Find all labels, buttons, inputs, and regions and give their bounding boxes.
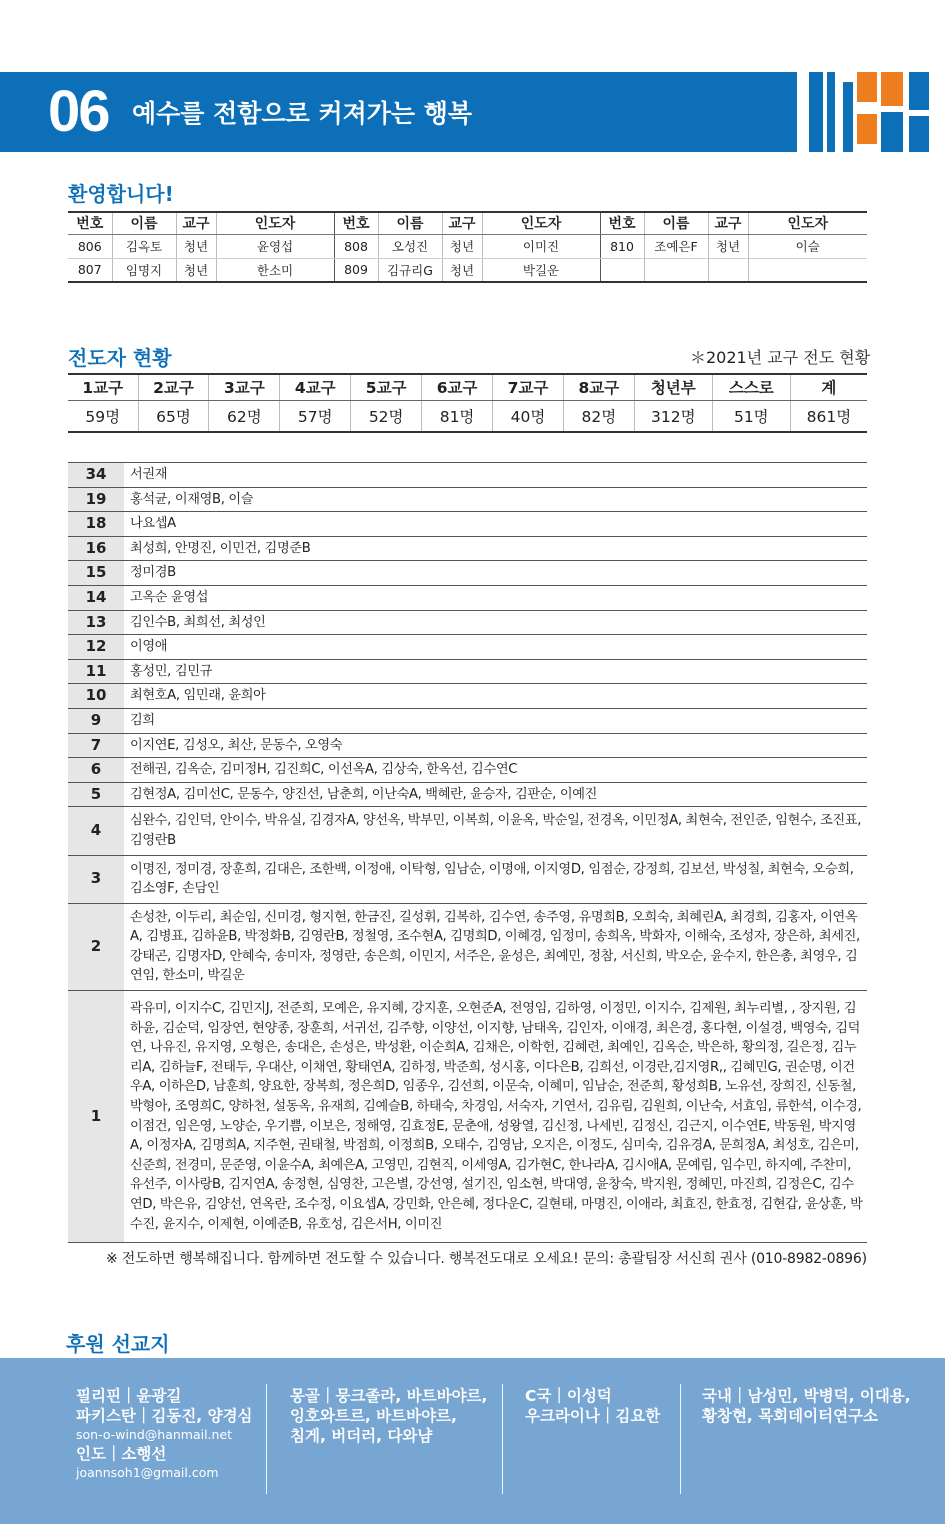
table-row <box>68 903 867 990</box>
names-cell: 홍석균, 이재영B, 이슬 <box>124 487 867 512</box>
count-cell: 1 <box>68 991 124 1243</box>
mission-line: 침게, 버더러, 다와냠 <box>290 1427 433 1445</box>
stats-value-cell: 57명 <box>280 400 351 432</box>
stats-value-cell: 62명 <box>209 400 280 432</box>
table-cell: 810 <box>600 234 644 258</box>
count-cell: 6 <box>68 758 124 783</box>
table-cell: 807 <box>68 258 112 282</box>
mission-line: 국내｜남성민, 박병덕, 이대용, <box>702 1387 911 1405</box>
count-cell: 2 <box>68 903 124 990</box>
mission-column-2 <box>290 1386 487 1446</box>
mission-email[interactable]: son-o-wind@hanmail.net <box>76 1427 233 1442</box>
footer-note: ※ 전도하면 행복해집니다. 함께하면 전도할 수 있습니다. 행복전도대로 오세요! 문의: 총괄팀장 서신희 권사 (010-8982-0896) <box>106 1251 867 1267</box>
missions-panel <box>0 1358 945 1524</box>
table-cell: 청년 <box>442 234 482 258</box>
table-row <box>68 561 867 586</box>
table-cell: 김옥토 <box>112 234 176 258</box>
mission-line: 파키스탄｜김동진, 양경심 <box>76 1407 253 1425</box>
mission-column-4 <box>702 1386 911 1426</box>
table-cell: 청년 <box>176 258 216 282</box>
missions-title: 후원 선교지 <box>66 1332 170 1356</box>
count-cell: 13 <box>68 610 124 635</box>
table-cell <box>748 258 867 282</box>
mission-column-3 <box>525 1386 660 1426</box>
mission-line: 황창현, 목회데이터연구소 <box>702 1407 878 1425</box>
stats-header-cell: 계 <box>790 374 867 400</box>
stats-header-cell: 5교구 <box>351 374 422 400</box>
names-cell: 고옥순 윤영섭 <box>124 585 867 610</box>
stats-value-cell: 81명 <box>422 400 493 432</box>
table-row <box>68 659 867 684</box>
table-cell: 이슬 <box>748 234 867 258</box>
table-cell: 조예은F <box>644 234 708 258</box>
header-cell: 번호 <box>334 212 378 234</box>
names-cell: 곽유미, 이지수C, 김민지J, 전준희, 모예은, 유지혜, 강지훈, 오현준A, 전영임, 김하영, 이정민, 이지수, 김제원, 최누리별, , 장지원, 김하윤, 김순덕, 임장연, 현양종, 장훈희, 서귀선, 김주향, 이양선, 이지향, 남태옥, 김인자, 이애경, 최은경, 홍다현, 이설경, 백영숙, 김덕연, 나유진, 유지영, 오형은, 송대은, 손성은, 박성환, 이순희A, 김채은, 이학헌, 김혜련, 최예인, 김옥순, 박은하, 황의정, 길은정, 김누리A, 김하늘F, 전태두, 우대산, 이채연, 황태연A, 김하정, 박준희, 성시홍, 이다은B, 김희선, 이경란,김지영R,, 김혜민G, 권순명, 이건우A, 이하은D, 남훈희, 양요한, 장복희, 정은희D, 임종우, 김선희, 이문숙, 이혜미, 임남순, 전준희, 황성희B, 노유선, 장희진, 신동철, 박형아, 조영희C, 양하천, 설동옥, 유재희, 김예슬B, 하태숙, 차경임, 서숙자, 기연서, 김유림, 김원희, 이난숙, 서효임, 류한석, 이수경, 이점건, 임은영, 노양순, 우기쁨, 이보은, 정해영, 김효정E, 문춘애, 성왕열, 김신정, 나세빈, 김정신, 김근지, 이수연E, 박동원, 박지영A, 이정자A, 김명희A, 지주현, 권태철, 박점희, 이정희B, 오태수, 김영남, 오지은, 이정도, 심미숙, 김유경A, 문희정A, 최성호, 김은미, 신준희, 전경미, 문준영, 이윤수A, 최예은A, 고영민, 김현직, 이세영A, 김가현C, 한나라A, 김시애A, 문예림, 임수민, 하지예, 주찬미, 유선주, 이사랑B, 김지연A, 송정현, 심영찬, 고은별, 강선영, 설기진, 임소현, 박대영, 윤창숙, 박지원, 정혜민, 마진희, 김정은C, 김수연D, 박은유, 김양선, 연옥란, 조수정, 이요셉A, 강민화, 안은혜, 정다운C, 길현태, 마명진, 이애라, 최효진, 한효정, 김현갑, 윤상훈, 박수진, 윤지수, 이제현, 이예준B, 유호성, 김은서H, 이미진 <box>124 991 867 1243</box>
table-cell: 임명지 <box>112 258 176 282</box>
table-row <box>68 807 867 855</box>
page-title: 예수를 전함으로 커져가는 행복 <box>132 99 473 128</box>
names-cell: 나요셉A <box>124 512 867 537</box>
mission-line: 인도｜소행선 <box>76 1445 167 1463</box>
names-cell: 이명진, 정미경, 장훈희, 김대은, 조한백, 이정애, 이탁형, 임남순, 이명애, 이지영D, 임점순, 강정희, 김보선, 박성칠, 최현숙, 오승희, 김소영F, 손담인 <box>124 855 867 903</box>
table-row <box>68 782 867 807</box>
count-cell: 16 <box>68 536 124 561</box>
stats-title: 전도자 현황 <box>68 346 172 370</box>
table-row <box>68 536 867 561</box>
evangelist-count-table <box>68 462 867 1243</box>
stats-value-cell: 312명 <box>634 400 712 432</box>
column-divider <box>680 1384 681 1494</box>
names-cell: 서권재 <box>124 463 867 488</box>
count-cell: 11 <box>68 659 124 684</box>
count-cell: 3 <box>68 855 124 903</box>
names-cell: 김희 <box>124 708 867 733</box>
table-row <box>68 258 867 282</box>
table-cell: 809 <box>334 258 378 282</box>
stats-value-cell: 65명 <box>138 400 209 432</box>
count-cell: 18 <box>68 512 124 537</box>
table-cell: 청년 <box>708 234 748 258</box>
stats-value-cell: 82명 <box>563 400 634 432</box>
table-row <box>68 733 867 758</box>
names-cell: 심완수, 김인덕, 안이수, 박유실, 김경자A, 양선옥, 박부민, 이복희, 이윤옥, 박순일, 전경옥, 이민정A, 최현숙, 전인준, 임현수, 조진표, 김영란B <box>124 807 867 855</box>
stats-value-cell: 51명 <box>712 400 790 432</box>
table-cell <box>600 258 644 282</box>
table-row <box>68 487 867 512</box>
stats-header-cell: 청년부 <box>634 374 712 400</box>
header-cell: 인도자 <box>748 212 867 234</box>
table-cell: 윤영섭 <box>216 234 334 258</box>
names-cell: 손성찬, 이두리, 최순임, 신미경, 형지현, 한금진, 길성휘, 김복하, 김수연, 송주영, 유명희B, 오희숙, 최혜린A, 최경희, 김홍자, 이연옥A, 김병표, 김하윤B, 박정화B, 김영란B, 정철영, 조수현A, 김명희D, 이혜경, 임정미, 송희옥, 박화자, 이해숙, 조성자, 장은하, 최세진, 강태곤, 김명자D, 안혜숙, 송미자, 정영란, 송은희, 이민지, 서주은, 윤성은, 최예민, 정참, 서신희, 박오순, 윤수지, 한은총, 최영우, 김연임, 한소미, 박길운 <box>124 903 867 990</box>
table-cell: 청년 <box>176 234 216 258</box>
header-cell: 교구 <box>708 212 748 234</box>
table-cell: 808 <box>334 234 378 258</box>
table-row <box>68 684 867 709</box>
welcome-header-row <box>68 212 867 234</box>
stats-header-cell: 7교구 <box>493 374 564 400</box>
table-cell: 이미진 <box>482 234 600 258</box>
logo-icon <box>797 72 945 152</box>
count-cell: 15 <box>68 561 124 586</box>
count-cell: 14 <box>68 585 124 610</box>
count-cell: 9 <box>68 708 124 733</box>
count-cell: 19 <box>68 487 124 512</box>
table-row <box>68 610 867 635</box>
header-cell: 번호 <box>68 212 112 234</box>
names-cell: 김현정A, 김미선C, 문동수, 양진선, 남춘희, 이난숙A, 백혜란, 윤승자, 김판순, 이예진 <box>124 782 867 807</box>
header-cell: 인도자 <box>482 212 600 234</box>
count-cell: 12 <box>68 635 124 660</box>
names-cell: 이영애 <box>124 635 867 660</box>
mission-line: 우크라이나｜김요한 <box>525 1407 661 1425</box>
welcome-title: 환영합니다! <box>68 182 174 206</box>
mission-column-1 <box>76 1386 253 1482</box>
stats-value-cell: 52명 <box>351 400 422 432</box>
mission-line: 잉호와트르, 바트바야르, <box>290 1407 457 1425</box>
stats-header-cell: 4교구 <box>280 374 351 400</box>
table-row <box>68 855 867 903</box>
table-cell: 오성진 <box>378 234 442 258</box>
table-row <box>68 708 867 733</box>
header-cell: 인도자 <box>216 212 334 234</box>
table-row <box>68 512 867 537</box>
mission-email[interactable]: joannsoh1@gmail.com <box>76 1465 219 1480</box>
count-cell: 4 <box>68 807 124 855</box>
count-cell: 5 <box>68 782 124 807</box>
header-cell: 이름 <box>644 212 708 234</box>
names-cell: 홍성민, 김민규 <box>124 659 867 684</box>
stats-table <box>68 373 867 433</box>
column-divider <box>502 1384 503 1494</box>
header-cell: 교구 <box>442 212 482 234</box>
header-cell: 번호 <box>600 212 644 234</box>
stats-header-cell: 3교구 <box>209 374 280 400</box>
stats-value-row <box>68 400 867 432</box>
names-cell: 이지연E, 김성오, 최산, 문동수, 오영숙 <box>124 733 867 758</box>
header-cell: 이름 <box>112 212 176 234</box>
welcome-table <box>68 211 867 283</box>
names-cell: 김인수B, 최희선, 최성인 <box>124 610 867 635</box>
table-row <box>68 585 867 610</box>
mission-line: 몽골｜뭉크졸라, 바트바야르, <box>290 1387 488 1405</box>
table-cell: 청년 <box>442 258 482 282</box>
names-cell: 정미경B <box>124 561 867 586</box>
mission-line: C국｜이성덕 <box>525 1387 612 1405</box>
table-row <box>68 991 867 1243</box>
table-cell <box>644 258 708 282</box>
stats-header-cell: 6교구 <box>422 374 493 400</box>
stats-value-cell: 59명 <box>68 400 138 432</box>
names-cell: 최현호A, 임민래, 윤희아 <box>124 684 867 709</box>
stats-value-cell: 861명 <box>790 400 867 432</box>
stats-header-cell: 스스로 <box>712 374 790 400</box>
header-cell: 이름 <box>378 212 442 234</box>
table-cell: 박길운 <box>482 258 600 282</box>
table-cell <box>708 258 748 282</box>
count-cell: 10 <box>68 684 124 709</box>
stats-header-row <box>68 374 867 400</box>
table-cell: 김규리G <box>378 258 442 282</box>
table-row <box>68 234 867 258</box>
stats-header-cell: 1교구 <box>68 374 138 400</box>
names-cell: 최성희, 안명진, 이민건, 김명준B <box>124 536 867 561</box>
mission-line: 필리핀｜윤광길 <box>76 1387 182 1405</box>
stats-header-cell: 2교구 <box>138 374 209 400</box>
table-cell: 806 <box>68 234 112 258</box>
column-divider <box>266 1384 267 1494</box>
stats-value-cell: 40명 <box>493 400 564 432</box>
count-cell: 7 <box>68 733 124 758</box>
header-cell: 교구 <box>176 212 216 234</box>
count-cell: 34 <box>68 463 124 488</box>
church-logo <box>797 72 945 152</box>
table-cell: 한소미 <box>216 258 334 282</box>
table-row <box>68 758 867 783</box>
table-row <box>68 463 867 488</box>
section-number: 06 <box>48 79 109 144</box>
stats-header-cell: 8교구 <box>563 374 634 400</box>
table-row <box>68 635 867 660</box>
names-cell: 전해권, 김옥순, 김미정H, 김진희C, 이선옥A, 김상숙, 한옥선, 김수연C <box>124 758 867 783</box>
stats-note: ＊2021년 교구 전도 현황 <box>690 348 871 367</box>
